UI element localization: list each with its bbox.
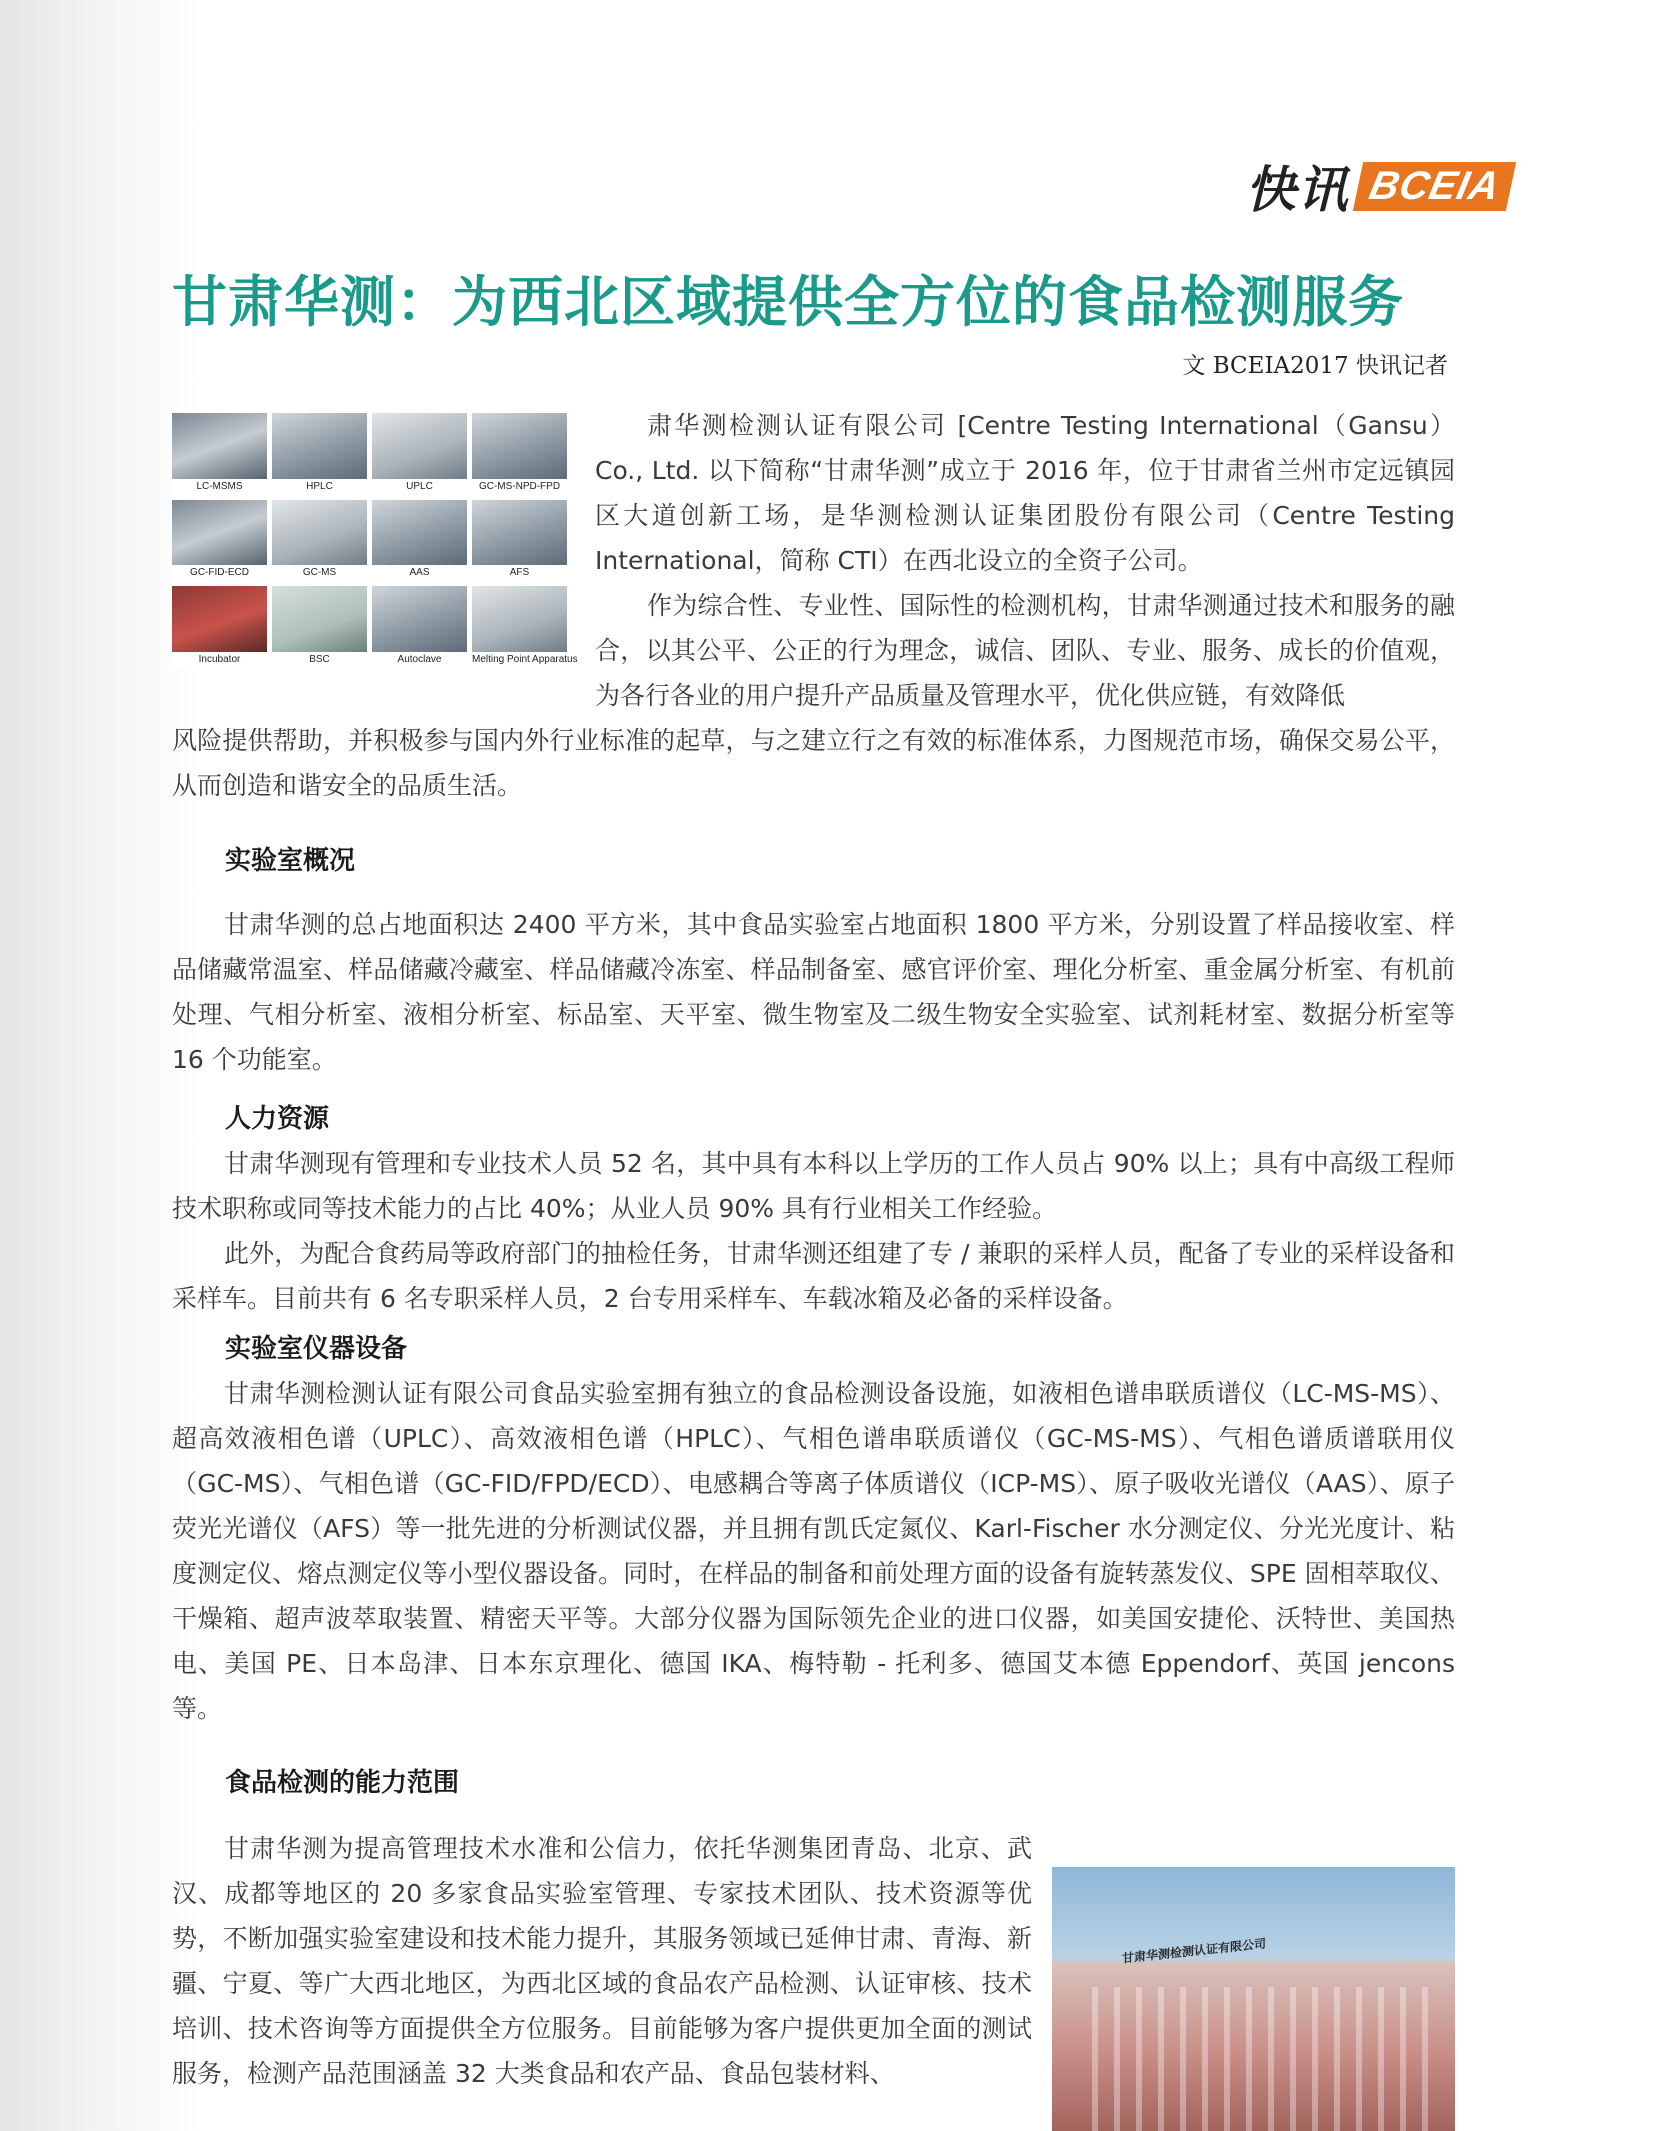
equipment-text — [172, 1371, 1455, 1731]
scope-paragraph: 甘肃华测为提高管理技术水准和公信力，依托华测集团青岛、北京、武汉、成都等地区的 20 多家食品实验室管理、专家技术团队、技术资源等优势，不断加强实验室建设和技术能力提升，其服务领域已延伸甘肃、青海、新疆、宁夏、等广大西北地区，为西北区域的食品农产品检测、认证审核、技术培训、技术咨询等方面提供全方位服务。目前能够为客户提供更加全面的测试服务，检测产品范围涵盖 32 大类食品和农产品、食品包装材料、 — [172, 1834, 1032, 2088]
intro-paragraph-2a: 作为综合性、专业性、国际性的检测机构，甘肃华测通过技术和服务的融合，以其公平、公正的行为理念，诚信、团队、专业、服务、成长的价值观，为各行各业的用户提升产品质量及管理水平，优化供应链，有效降低 — [595, 591, 1455, 710]
instrument-photo — [172, 500, 267, 582]
instrument-photo — [472, 413, 567, 495]
instrument-photo — [372, 413, 467, 495]
section-heading-scope: 食品检测的能力范围 — [225, 1768, 460, 1798]
photo-caption: UPLC — [372, 479, 467, 495]
bceia-logo: BCEIA — [1352, 162, 1516, 211]
photo-caption: GC-MS — [272, 565, 367, 581]
instrument-photo — [172, 586, 267, 668]
instrument-photo — [472, 586, 578, 668]
photo-caption: GC-MS-NPD-FPD — [472, 479, 567, 495]
intro-paragraph-1: 肃华测检测认证有限公司 [Centre Testing International（Gansu）Co., Ltd. 以下简称“甘肃华测”成立于 2016 年，位于甘肃省兰州市定远镇园区大道创新工场，是华测检测认证集团股份有限公司（Centre Testing International，简称 CTI）在西北设立的全资子公司。 — [595, 411, 1455, 575]
photo-caption: HPLC — [272, 479, 367, 495]
instrument-photo-grid — [172, 413, 578, 668]
instrument-photo — [272, 413, 367, 495]
hr-text — [172, 1141, 1455, 1321]
equipment-paragraph: 甘肃华测检测认证有限公司食品实验室拥有独立的食品检测设备设施，如液相色谱串联质谱仪（LC-MS-MS）、超高效液相色谱（UPLC）、高效液相色谱（HPLC）、气相色谱串联质谱仪（GC-MS-MS）、气相色谱质谱联用仪（GC-MS）、气相色谱（GC-FID/FPD/ECD）、电感耦合等离子体质谱仪（ICP-MS）、原子吸收光谱仪（AAS）、原子荧光光谱仪（AFS）等一批先进的分析测试仪器，并且拥有凯氏定氮仪、Karl-Fischer 水分测定仪、分光光度计、粘度测定仪、熔点测定仪等小型仪器设备。同时，在样品的制备和前处理方面的设备有旋转蒸发仪、SPE 固相萃取仪、干燥箱、超声波萃取装置、精密天平等。大部分仪器为国际领先企业的进口仪器，如美国安捷伦、沃特世、美国热电、美国 PE、日本岛津、日本东京理化、德国 IKA、梅特勒 - 托利多、德国艾本德 Eppendorf、英国 jencons 等。 — [172, 1379, 1455, 1723]
photo-caption: Melting Point Apparatus — [472, 652, 567, 668]
section-heading-equipment: 实验室仪器设备 — [225, 1334, 408, 1364]
photo-caption: GC-FID-ECD — [172, 565, 267, 581]
building-sign: 甘肃华测检测认证有限公司 — [1122, 1936, 1267, 1966]
lab-overview-text — [172, 902, 1455, 1082]
photo-caption: AFS — [472, 565, 567, 581]
lab-overview-paragraph: 甘肃华测的总占地面积达 2400 平方米，其中食品实验室占地面积 1800 平方米，分别设置了样品接收室、样品储藏常温室、样品储藏冷藏室、样品储藏冷冻室、样品制备室、感官评价室、理化分析室、重金属分析室、有机前处理、气相分析室、液相分析室、标品室、天平室、微生物室及二级生物安全实验室、试剂耗材室、数据分析室等 16 个功能室。 — [172, 910, 1455, 1074]
hr-paragraph-1: 甘肃华测现有管理和专业技术人员 52 名，其中具有本科以上学历的工作人员占 90% 以上；具有中高级工程师技术职称或同等技术能力的占比 40%；从业人员 90% 具有行业相关工作经验。 — [172, 1149, 1455, 1223]
instrument-photo — [272, 586, 367, 668]
intro-continued — [172, 718, 1455, 808]
scope-text — [172, 1826, 1032, 2096]
masthead — [1246, 150, 1511, 222]
photo-caption: Incubator — [172, 652, 267, 668]
page-edge-shade — [0, 0, 200, 2131]
photo-caption: AAS — [372, 565, 467, 581]
masthead-title: 快讯 — [1245, 160, 1350, 219]
building-photo — [1052, 1867, 1455, 2131]
instrument-photo — [372, 500, 467, 582]
instrument-photo — [272, 500, 367, 582]
intro-paragraph-2b: 风险提供帮助，并积极参与国内外行业标准的起草，与之建立行之有效的标准体系，力图规范市场，确保交易公平，从而创造和谐安全的品质生活。 — [172, 726, 1455, 800]
photo-caption: BSC — [272, 652, 367, 668]
article-title: 甘肃华测：为西北区域提供全方位的食品检测服务 — [172, 270, 1405, 334]
byline: 文 BCEIA2017 快讯记者 — [1182, 353, 1448, 379]
instrument-photo — [172, 413, 267, 495]
instrument-photo — [372, 586, 467, 668]
section-heading-hr: 人力资源 — [225, 1104, 330, 1134]
photo-caption: Autoclave — [372, 652, 467, 668]
hr-paragraph-2: 此外，为配合食药局等政府部门的抽检任务，甘肃华测还组建了专 / 兼职的采样人员，配备了专业的采样设备和采样车。目前共有 6 名专职采样人员，2 台专用采样车、车载冰箱及必备的采样设备。 — [172, 1239, 1455, 1313]
photo-caption: LC-MSMS — [172, 479, 267, 495]
intro-wrapped-text — [595, 403, 1455, 718]
section-heading-lab-overview: 实验室概况 — [225, 846, 356, 876]
instrument-photo — [472, 500, 567, 582]
